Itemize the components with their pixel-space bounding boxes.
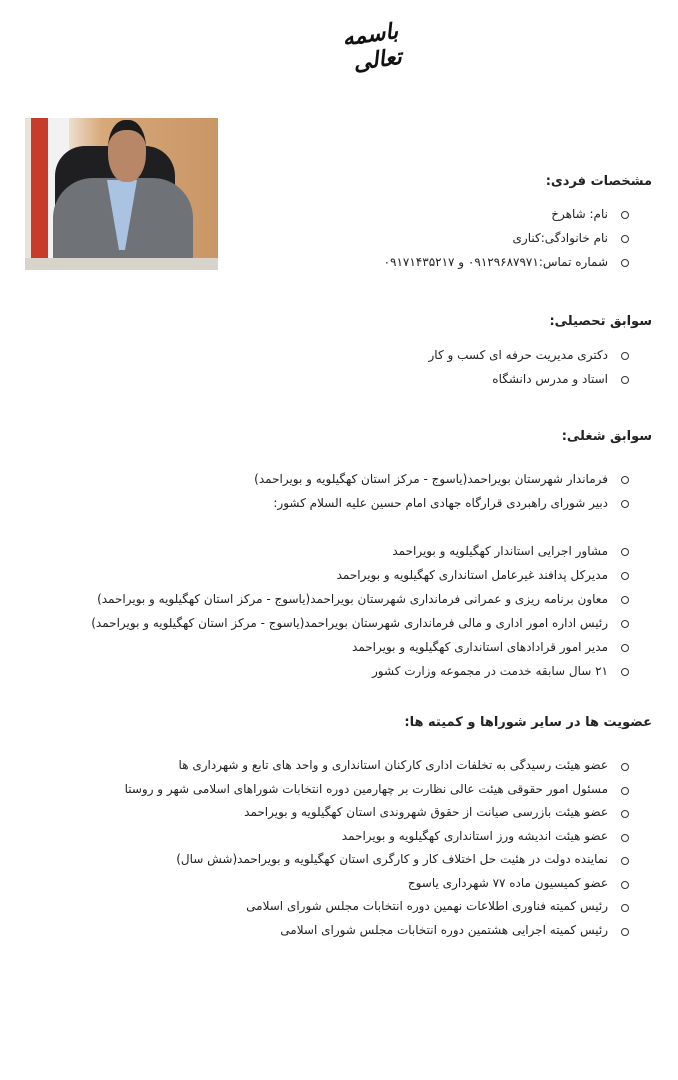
list-item: فرماندار شهرستان بویراحمد(یاسوج - مرکز استان کهگیلویه و بویراحمد) [91, 467, 652, 491]
profile-photo [25, 118, 218, 270]
list-item: مشاور اجرایی استاندار کهگیلویه و بویراحمد [91, 539, 652, 563]
list-item: نام خانوادگی:کناری [384, 226, 652, 250]
section-heading: عضویت ها در سایر شوراها و کمیته ها: [404, 715, 652, 730]
list-item: دبیر شورای راهبردی قرارگاه جهادی امام حسین علیه السلام کشور: [91, 491, 652, 515]
list-item: مسئول امور حقوقی هیئت عالی نظارت بر چهارمین دوره انتخابات شوراهای اسلامی شهر و روستا [125, 778, 652, 802]
section-personal [384, 172, 652, 274]
list-item: دکتری مدیریت حرفه ای کسب و کار [429, 343, 652, 367]
list-item: رئیس اداره امور اداری و مالی فرمانداری شهرستان بویراحمد(یاسوج - مرکز استان کهگیلویه و بویراحمد) [91, 611, 652, 635]
list-item: رئیس کمیته اجرایی هشتمین دوره انتخابات مجلس شورای اسلامی [125, 919, 652, 943]
section-education [429, 312, 652, 391]
list-item: مدیرکل پدافند غیرعامل استانداری کهگیلویه و بویراحمد [91, 563, 652, 587]
section-heading: مشخصات فردی: [545, 174, 652, 189]
list-item: ۲۱ سال سابقه خدمت در مجموعه وزارت کشور [91, 659, 652, 683]
list-item: عضو هیئت اندیشه ورز استانداری کهگیلویه و بویراحمد [125, 825, 652, 849]
section-heading: سوابق شغلی: [561, 429, 652, 444]
list-item: نماینده دولت در هئیت حل اختلاف کار و کارگری استان کهگیلویه و بویراحمد(شش سال) [125, 848, 652, 872]
list-item: مدیر امور قرادادهای استانداری کهگیلویه و بویراحمد [91, 635, 652, 659]
bismillah-logo: باسمه تعالی [340, 17, 404, 76]
list-item: معاون برنامه ریزی و عمرانی فرمانداری شهرستان بویراحمد(یاسوج - مرکز استان کهگیلویه و بویراحمد) [91, 587, 652, 611]
section-heading: سوابق تحصیلی: [549, 314, 652, 329]
section-career [91, 427, 652, 683]
list-item: عضو هیئت بازرسی صیانت از حقوق شهروندی استان کهگیلویه و بویراحمد [125, 801, 652, 825]
list-item: رئیس کمیته فناوری اطلاعات نهمین دوره انتخابات مجلس شورای اسلامی [125, 895, 652, 919]
list-item: عضو هیئت رسیدگی به تخلفات اداری کارکنان استانداری و واحد های تابع و شهرداری ها [125, 754, 652, 778]
list-item: عضو کمیسیون ماده ۷۷ شهرداری یاسوج [125, 872, 652, 896]
section-memberships [125, 713, 652, 942]
list-item: استاد و مدرس دانشگاه [429, 367, 652, 391]
list-item: شماره تماس:۰۹۱۲۹۶۸۷۹۷۱ و ۰۹۱۷۱۴۳۵۲۱۷ [384, 250, 652, 274]
list-item: نام: شاهرخ [384, 202, 652, 226]
